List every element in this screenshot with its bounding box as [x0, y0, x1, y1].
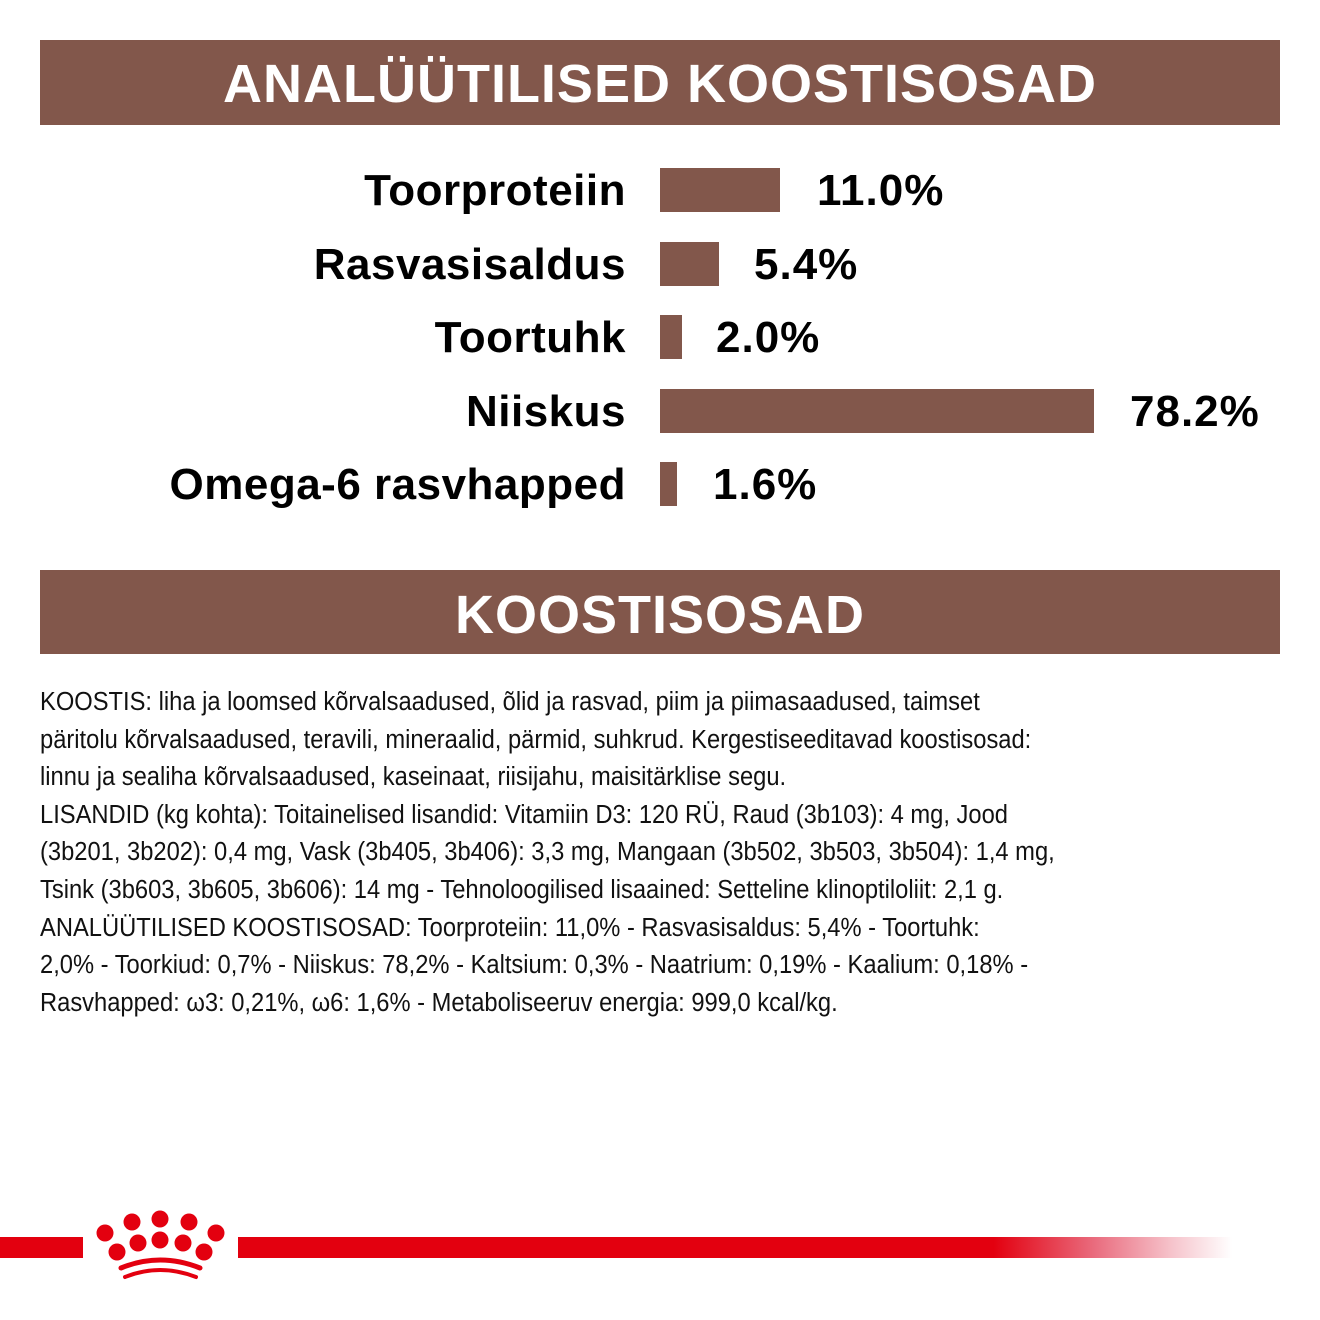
- bar-moisture: [660, 389, 1094, 433]
- row-value: 2.0%: [716, 313, 821, 362]
- chart-row-moisture: [0, 389, 1320, 435]
- composition-line: LISANDID (kg kohta): Toitainelised lisandid: Vitamiin D3: 120 RÜ, Raud (3b103): 4 mg, Jood: [40, 800, 1008, 829]
- chart-row-crude-ash: [0, 315, 1320, 361]
- bar-fat-content: [660, 242, 719, 286]
- composition-line: (3b201, 3b202): 0,4 mg, Vask (3b405, 3b406): 3,3 mg, Mangaan (3b502, 3b503, 3b504): 1,4 mg,: [40, 838, 1055, 867]
- composition-text: [40, 684, 1280, 1022]
- row-value: 11.0%: [817, 166, 945, 215]
- composition-line: Tsink (3b603, 3b605, 3b606): 14 mg - Tehnoloogilised lisaained: Setteline klinoptiloliit: 2,1 g.: [40, 875, 1004, 904]
- composition-line: 2,0% - Toorkiud: 0,7% - Niiskus: 78,2% - Kaltsium: 0,3% - Naatrium: 0,19% - Kaalium: 0,18% -: [40, 951, 1029, 980]
- row-value: 78.2%: [1130, 387, 1260, 436]
- footer-red-line-right: [238, 1237, 1232, 1258]
- footer-red-line-left: [0, 1237, 83, 1258]
- row-label: Toortuhk: [434, 313, 626, 362]
- composition-line: KOOSTIS: liha ja loomsed kõrvalsaadused, õlid ja rasvad, piim ja piimasaadused, taimset: [40, 688, 980, 716]
- row-value: 1.6%: [713, 460, 818, 509]
- row-label: Rasvasisaldus: [313, 240, 626, 289]
- bar-crude-protein: [660, 168, 780, 212]
- chart-row-omega6: [0, 462, 1320, 508]
- row-label: Toorproteiin: [364, 166, 626, 215]
- royal-canin-crown-icon: [88, 1205, 234, 1287]
- composition-line: päritolu kõrvalsaadused, teravili, mineraalid, pärmid, suhkrud. Kergestiseeditavad koostisosad:: [40, 725, 1032, 754]
- composition-line: Rasvhapped: ω3: 0,21%, ω6: 1,6% - Metaboliseeruv energia: 999,0 kcal/kg.: [40, 988, 838, 1017]
- chart-row-fat-content: [0, 242, 1320, 288]
- bar-crude-ash: [660, 315, 682, 359]
- chart-row-crude-protein: [0, 168, 1320, 214]
- row-label: Omega-6 rasvhapped: [169, 460, 626, 509]
- composition-line: ANALÜÜTILISED KOOSTISOSAD: Toorproteiin: 11,0% - Rasvasisaldus: 5,4% - Toortuhk:: [40, 913, 980, 942]
- composition-line: linnu ja sealiha kõrvalsaadused, kaseinaat, riisijahu, maisitärklise segu.: [40, 763, 787, 792]
- row-label: Niiskus: [465, 387, 626, 436]
- analytical-constituents-header: ANALÜÜTILISED KOOSTISOSAD: [40, 40, 1280, 125]
- ingredients-header: KOOSTISOSAD: [40, 570, 1280, 654]
- row-value: 5.4%: [754, 240, 859, 289]
- bar-omega6: [660, 462, 677, 506]
